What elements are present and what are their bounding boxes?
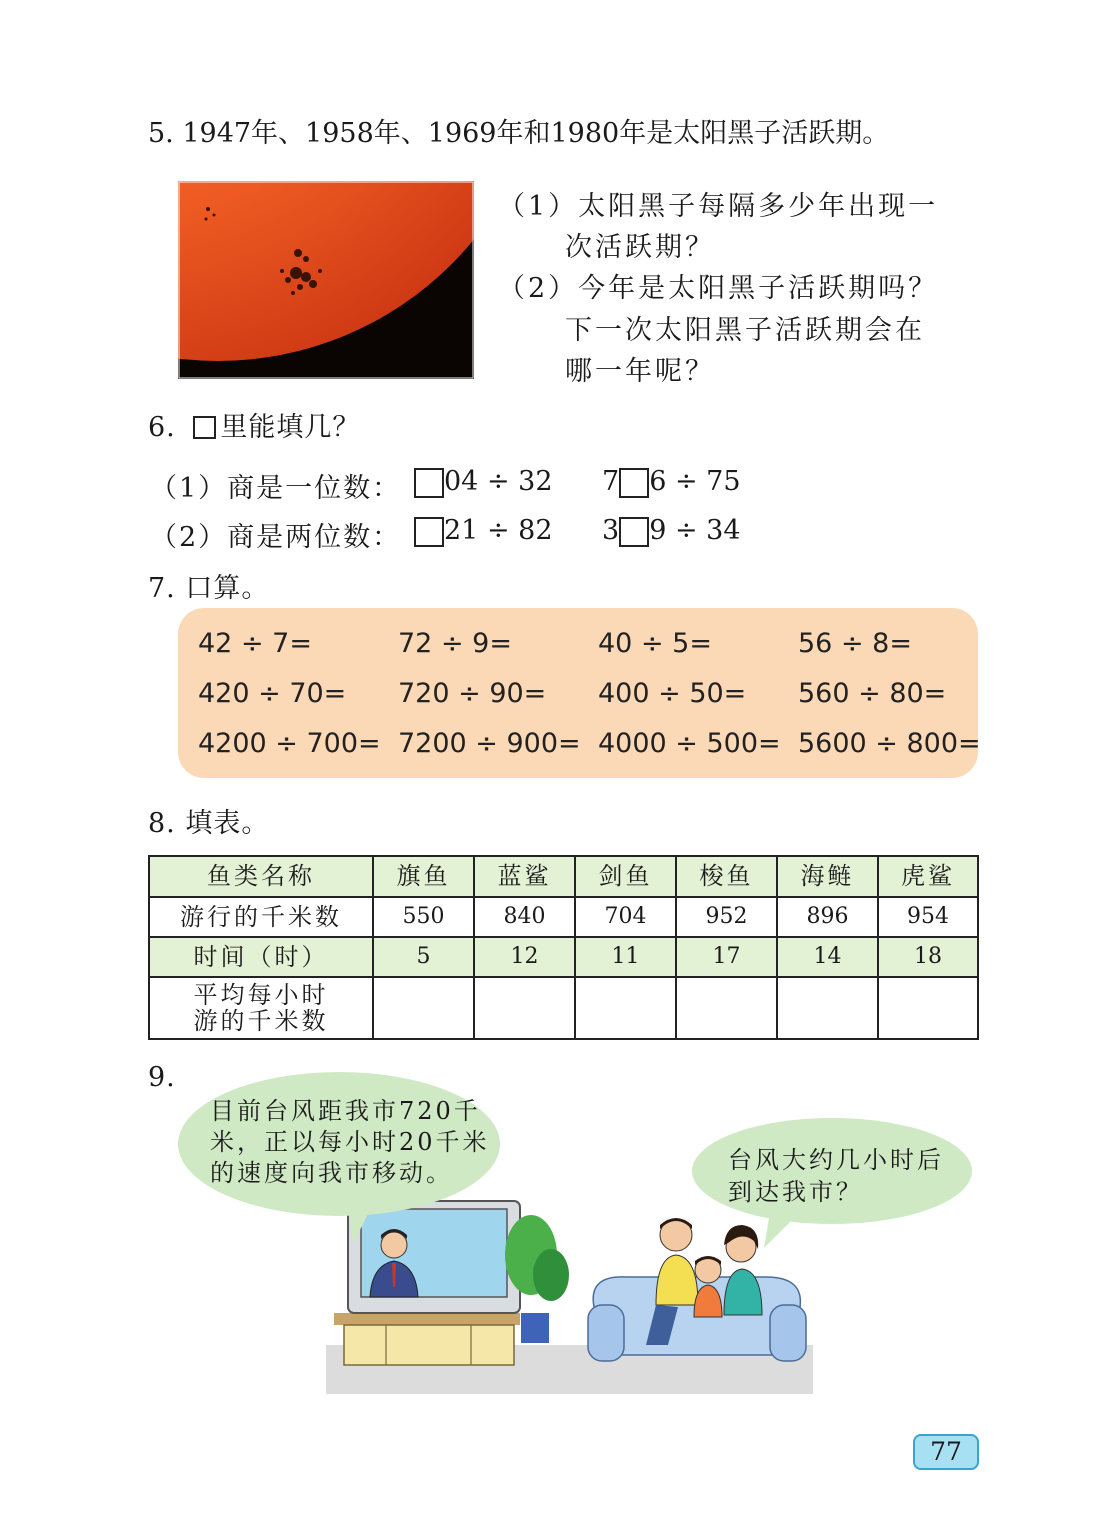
calc-item: 4200 ÷ 700= xyxy=(198,728,381,759)
table-header-cell: 虎鲨 xyxy=(878,856,978,897)
blank-box xyxy=(193,416,216,439)
blank-box[interactable] xyxy=(414,517,444,547)
q6-row-2-expr2 xyxy=(602,515,741,547)
table-header-cell: 剑鱼 xyxy=(575,856,676,897)
table-header-cell: 旗鱼 xyxy=(373,856,474,897)
q6-stem xyxy=(148,414,360,441)
q6-expression: 21 ÷ 82 xyxy=(444,515,553,546)
q6-expression-lead: 3 xyxy=(602,515,620,546)
q6-expression: 9 ÷ 34 xyxy=(649,515,741,546)
calc-item: 56 ÷ 8= xyxy=(798,628,912,659)
q5-sub2-line2: 下一次太阳黑子活跃期会在 xyxy=(565,315,925,346)
table-cell: 896 xyxy=(777,897,878,937)
calc-item: 560 ÷ 80= xyxy=(798,678,947,709)
page-number: 77 xyxy=(913,1434,979,1470)
answer-cell[interactable] xyxy=(676,977,777,1039)
table-cell: 14 xyxy=(777,937,878,977)
mental-arithmetic-panel xyxy=(178,608,981,778)
q6-expression: 6 ÷ 75 xyxy=(649,466,741,497)
blank-box[interactable] xyxy=(414,468,444,498)
news-bubble-line: 米，正以每小时20千米 xyxy=(210,1128,490,1156)
table-cell: 5 xyxy=(373,937,474,977)
q6-row-2-expr1 xyxy=(414,515,553,547)
q6-expression-lead: 7 xyxy=(602,466,620,497)
table-cell: 11 xyxy=(575,937,676,977)
q7-stem: 7. 口算。 xyxy=(148,573,270,604)
q5-sub2-line1: （2）今年是太阳黑子活跃期吗？ xyxy=(498,273,939,304)
sunspot-photo xyxy=(178,181,474,379)
answer-cell[interactable] xyxy=(474,977,575,1039)
table-cell: 954 xyxy=(878,897,978,937)
q5-sub1-line2: 次活跃期？ xyxy=(565,232,715,263)
q6-stem-text: 里能填几？ xyxy=(220,412,361,443)
calc-item: 400 ÷ 50= xyxy=(598,678,747,709)
q6-row-1-expr1 xyxy=(414,466,553,498)
table-cell: 550 xyxy=(373,897,474,937)
table-header-row xyxy=(149,856,978,897)
answer-cell[interactable] xyxy=(575,977,676,1039)
table-cell: 704 xyxy=(575,897,676,937)
question-bubble-line: 到达我市？ xyxy=(728,1178,863,1206)
row-label: 时间（时） xyxy=(149,937,373,977)
answer-cell[interactable] xyxy=(878,977,978,1039)
answer-cell[interactable] xyxy=(777,977,878,1039)
q6-row-1-expr2 xyxy=(602,466,741,498)
q6-expression: 04 ÷ 32 xyxy=(444,466,553,497)
q6-number: 6. xyxy=(148,412,176,443)
q5-stem: 5. 1947年、1958年、1969年和1980年是太阳黑子活跃期。 xyxy=(148,118,890,149)
news-bubble-tail xyxy=(345,1208,375,1248)
q5-sub1-line1: （1）太阳黑子每隔多少年出现一 xyxy=(498,191,939,222)
answer-cell[interactable] xyxy=(373,977,474,1039)
table-cell: 17 xyxy=(676,937,777,977)
table-row-time xyxy=(149,937,978,977)
family-watching-tv-illustration xyxy=(326,1195,813,1394)
row-label-line: 游的千米数 xyxy=(193,1007,329,1035)
calc-item: 40 ÷ 5= xyxy=(598,628,712,659)
q9-number: 9. xyxy=(148,1062,176,1093)
table-row-distance xyxy=(149,897,978,937)
calc-item: 720 ÷ 90= xyxy=(398,678,547,709)
table-cell: 12 xyxy=(474,937,575,977)
row-label: 游行的千米数 xyxy=(149,897,373,937)
news-bubble-line: 目前台风距我市720千 xyxy=(210,1097,481,1125)
table-cell: 18 xyxy=(878,937,978,977)
blank-box[interactable] xyxy=(619,517,649,547)
calc-item: 4000 ÷ 500= xyxy=(598,728,781,759)
calc-item: 72 ÷ 9= xyxy=(398,628,512,659)
table-header-cell: 梭鱼 xyxy=(676,856,777,897)
q6-row-label: （2）商是两位数： xyxy=(150,522,402,553)
q6-row-2 xyxy=(150,515,401,554)
q6-row-1 xyxy=(150,466,401,505)
news-bubble-line: 的速度向我市移动。 xyxy=(210,1159,453,1187)
table-cell: 952 xyxy=(676,897,777,937)
table-row-average xyxy=(149,977,978,1039)
question-bubble-line: 台风大约几小时后 xyxy=(728,1146,944,1174)
calc-item: 420 ÷ 70= xyxy=(198,678,347,709)
q5-sub2-line3: 哪一年呢？ xyxy=(565,356,715,387)
calc-item: 5600 ÷ 800= xyxy=(798,728,981,759)
fish-speed-table xyxy=(148,855,979,1040)
calc-item: 42 ÷ 7= xyxy=(198,628,312,659)
table-cell: 840 xyxy=(474,897,575,937)
q6-row-label: （1）商是一位数： xyxy=(150,473,402,504)
question-bubble-tail xyxy=(760,1212,804,1252)
table-header-cell: 海鲢 xyxy=(777,856,878,897)
table-header-cell: 鱼类名称 xyxy=(149,856,373,897)
blank-box[interactable] xyxy=(619,468,649,498)
row-label xyxy=(149,977,373,1039)
table-header-cell: 蓝鲨 xyxy=(474,856,575,897)
calc-item: 7200 ÷ 900= xyxy=(398,728,581,759)
q8-stem: 8. 填表。 xyxy=(148,808,270,839)
row-label-line: 平均每小时 xyxy=(193,980,329,1009)
